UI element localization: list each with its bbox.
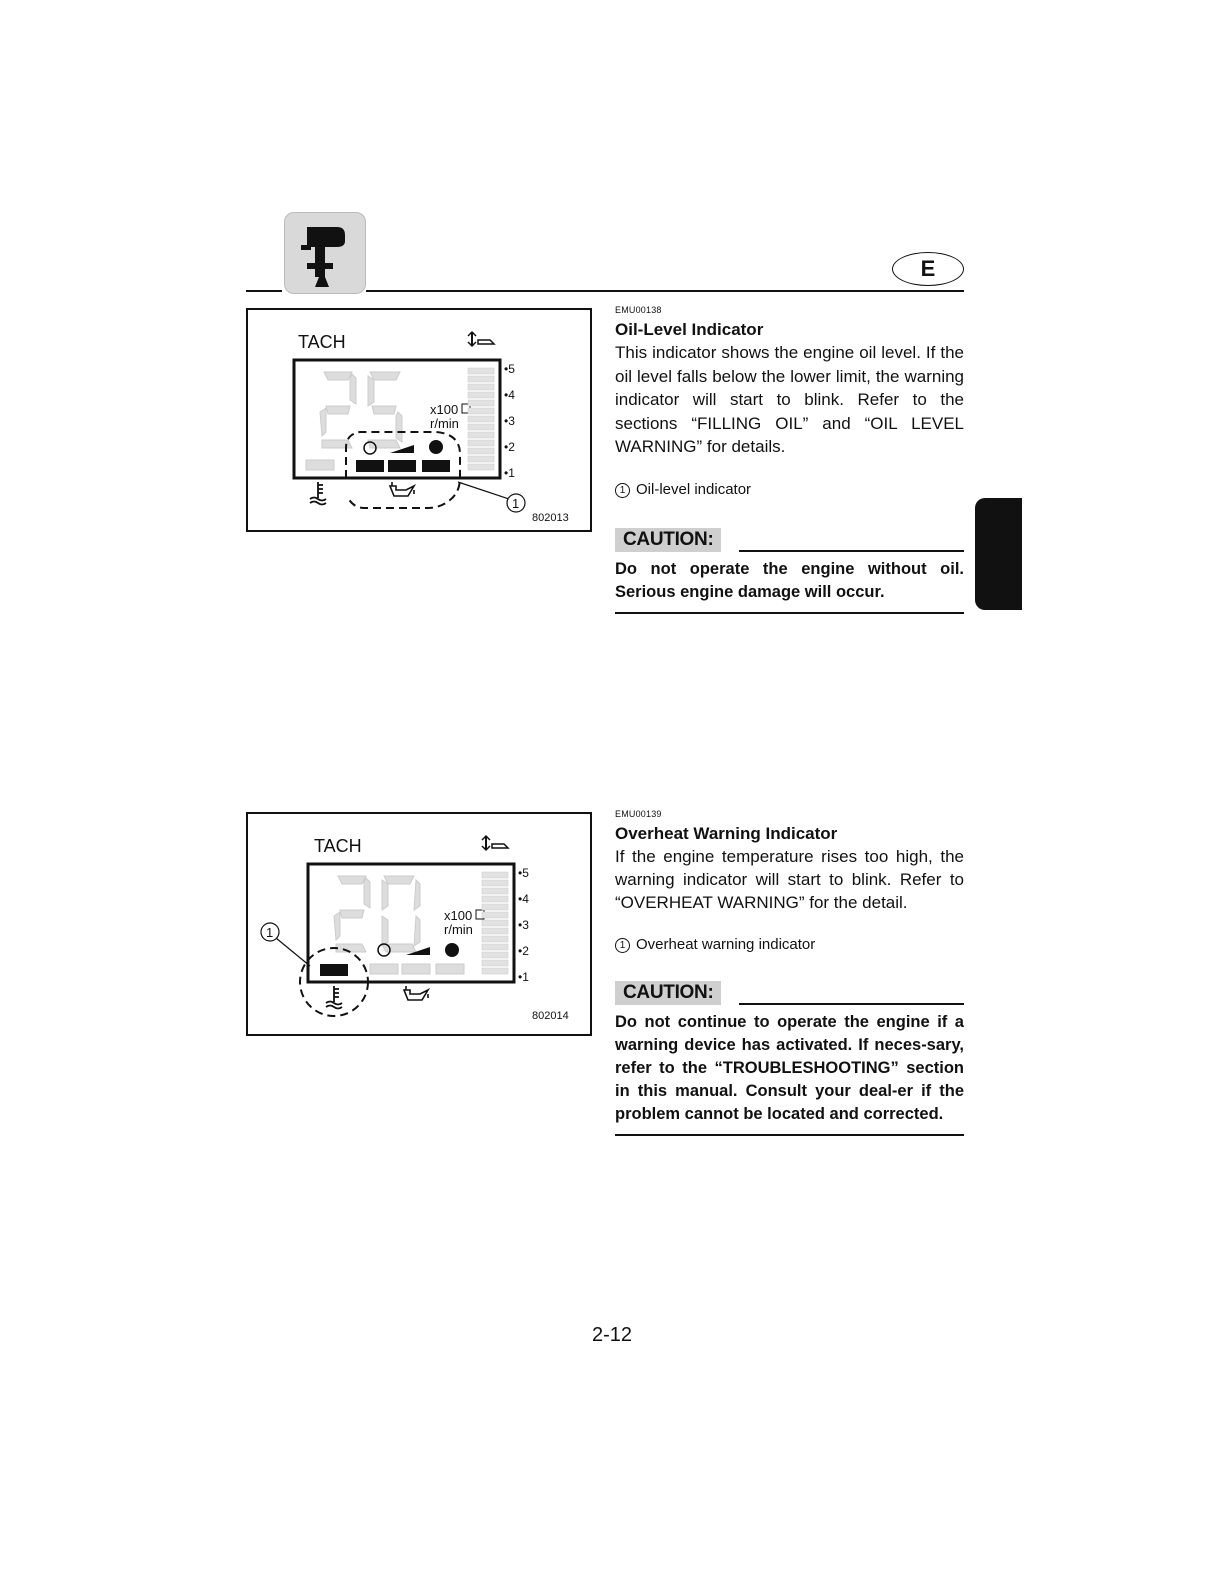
scale-5: •5	[504, 362, 515, 376]
temp-segment	[320, 964, 348, 976]
caution-end-rule	[615, 1134, 964, 1136]
figure-code: 802014	[532, 1010, 569, 1022]
rpm-bargraph	[482, 872, 508, 974]
caution-label: CAUTION:	[615, 528, 721, 552]
section-code: EMU00139	[615, 809, 662, 819]
digit-display	[334, 876, 420, 952]
callout-legend	[615, 481, 964, 498]
caution-rule	[739, 550, 964, 552]
scale-4: •4	[518, 892, 529, 906]
callout-number: 1	[615, 483, 630, 498]
digits-readout: 20	[428, 834, 430, 835]
caution-rule	[739, 1003, 964, 1005]
body-text: This indicator shows the engine oil level. If the oil level falls below the lower limit, the warning indicator will start to blink. Refer to the sections “FILLING OIL” and “OIL LEVEL WARNING” for details.	[615, 343, 964, 457]
trim-icon	[468, 332, 494, 346]
section-code: EMU00138	[615, 305, 662, 315]
trim-icon	[482, 836, 508, 850]
scale-2: •2	[504, 440, 515, 454]
section-body	[615, 341, 964, 459]
figure-oil-level-tach	[246, 308, 592, 532]
callout-legend	[615, 936, 964, 953]
scale-2: •2	[518, 944, 529, 958]
section-heading: Oil-Level Indicator	[615, 320, 764, 339]
scale-3: •3	[504, 414, 515, 428]
figure-callout-1: 1	[512, 496, 520, 511]
language-badge: E	[892, 252, 964, 286]
unit-rmin: r/min	[430, 416, 459, 431]
caution-text: Do not continue to operate the engine if a warning device has activated. If neces-sary, refer to the “TROUBLESHOOTING” section in this manual. Consult your deal-er if the problem cannot be located and corrected.	[615, 1013, 964, 1123]
thermometer-icon	[326, 986, 342, 1009]
scale-1: •1	[518, 970, 529, 984]
section-oil-level	[615, 305, 964, 614]
oil-full-icon	[429, 440, 443, 454]
thermometer-icon	[310, 482, 326, 505]
figure-callout-1: 1	[266, 925, 274, 940]
scale-5: •5	[518, 866, 529, 880]
digit-display	[320, 372, 402, 448]
scale-4: •4	[504, 388, 515, 402]
tach-label: TACH	[298, 332, 346, 352]
tach-label: TACH	[314, 836, 362, 856]
callout-text: Oil-level indicator	[636, 480, 752, 498]
figure-overheat-tach	[246, 812, 592, 1036]
section-body	[615, 845, 964, 914]
oil-can-icon	[404, 986, 428, 1000]
header-rule-left	[246, 290, 282, 292]
digits-readout: 25	[418, 330, 420, 331]
figure-code: 802013	[532, 512, 569, 524]
body-text: If the engine temperature rises too high, the warning indicator will start to blink. Refer to “OVERHEAT WARNING” for the detail.	[615, 847, 964, 912]
oil-can-icon	[390, 482, 414, 496]
caution-header	[615, 981, 964, 1005]
rpm-bargraph	[468, 368, 494, 470]
page-number: 2-12	[591, 1324, 633, 1346]
callout-text: Overheat warning indicator	[636, 936, 816, 953]
header-rule	[366, 290, 964, 292]
oil-full-icon	[445, 943, 459, 957]
unit-x100: x100	[430, 402, 459, 417]
unit-x100: x100	[444, 908, 473, 923]
section-overheat	[615, 809, 964, 1136]
section-heading: Overheat Warning Indicator	[615, 824, 838, 843]
caution-header	[615, 528, 964, 552]
callout-number: 1	[615, 938, 630, 953]
temp-segment	[306, 460, 334, 470]
unit-rmin: r/min	[444, 922, 473, 937]
caution-label: CAUTION:	[615, 981, 721, 1005]
scale-3: •3	[518, 918, 529, 932]
scale-1: •1	[504, 466, 515, 480]
caution-end-rule	[615, 612, 964, 614]
outboard-motor-icon	[284, 212, 366, 294]
caution-text: Do not operate the engine without oil. Serious engine damage will occur.	[615, 559, 964, 601]
chapter-tab	[975, 498, 1022, 610]
